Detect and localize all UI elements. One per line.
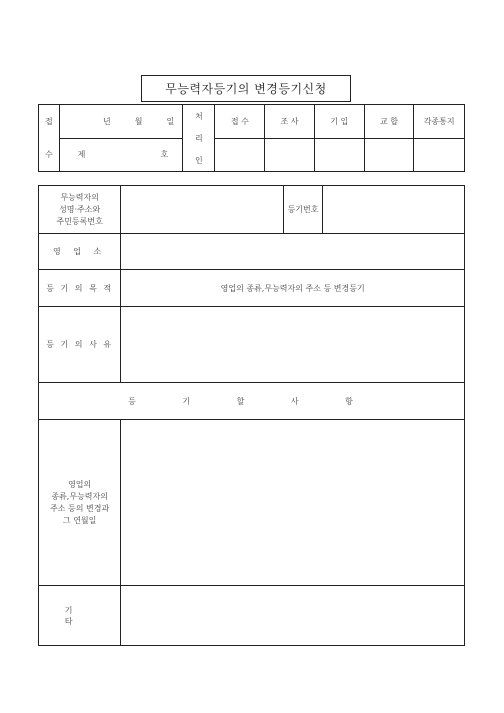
date-year-label: 년 [103, 116, 111, 126]
other-label: 기 타 [39, 586, 121, 646]
purpose-value[interactable]: 영업의 종류,무능력자의 주소 등 변경등기 [121, 270, 465, 307]
date-day-label: 일 [166, 116, 175, 126]
date-cell[interactable] [59, 105, 183, 139]
person-input-cell[interactable] [121, 186, 284, 234]
receipt-label-top: 접 [44, 117, 53, 126]
change-label-line4: 그 연월일 [62, 515, 97, 525]
number-cell[interactable] [59, 138, 183, 172]
survey-stamp-cell[interactable] [265, 138, 315, 172]
entry-stamp-cell[interactable] [314, 138, 364, 172]
person-label-line3: 주민등록번호 [56, 216, 103, 226]
change-label-cell [39, 420, 121, 586]
matters-header: 등 기 할 사 항 [39, 383, 465, 420]
purpose-label: 등 기 의 목 적 [39, 270, 121, 307]
collation-stamp-cell[interactable] [364, 138, 414, 172]
person-label-cell [39, 186, 121, 234]
processor-label-2: 리 [194, 133, 203, 143]
processor-label-cell [183, 105, 215, 172]
number-prefix-label: 제 [77, 150, 86, 160]
change-label-line3: 주소 등의 변경과 [50, 503, 110, 513]
col-header-entry: 기 입 [314, 105, 364, 139]
reg-number-label: 등기번호 [284, 186, 323, 234]
application-table [38, 185, 465, 646]
reason-input-cell[interactable] [121, 307, 465, 383]
person-label-line2: 성명·주소와 [59, 204, 101, 214]
number-suffix-label: 호 [160, 150, 169, 160]
processor-label-1: 처 [194, 111, 203, 121]
other-input-cell[interactable] [121, 586, 465, 646]
change-label-line2: 종류,무능력자의 [51, 491, 108, 501]
notices-stamp-cell[interactable] [414, 138, 465, 172]
processor-label-3: 인 [194, 155, 203, 165]
col-header-receipt: 접 수 [215, 105, 265, 139]
date-month-label: 월 [134, 116, 143, 126]
receipt-stamp-cell[interactable] [215, 138, 265, 172]
business-place-label: 영 업 소 [39, 234, 121, 270]
receipt-label-cell [39, 105, 60, 172]
col-header-survey: 조 사 [265, 105, 315, 139]
receipt-table [38, 104, 465, 172]
receipt-label-bottom: 수 [44, 150, 53, 159]
col-header-notices: 각종통지 [414, 105, 465, 139]
person-label-line1: 무능력자의 [60, 192, 99, 202]
change-label-line1: 영업의 [68, 479, 92, 489]
reason-label: 등 기 의 사 유 [39, 307, 121, 383]
business-place-input-cell[interactable] [121, 234, 465, 270]
reg-number-input-cell[interactable] [322, 186, 464, 234]
change-input-cell[interactable] [121, 420, 465, 586]
col-header-collation: 교 합 [364, 105, 414, 139]
form-title: 무능력자등기의 변경등기신청 [141, 75, 351, 102]
